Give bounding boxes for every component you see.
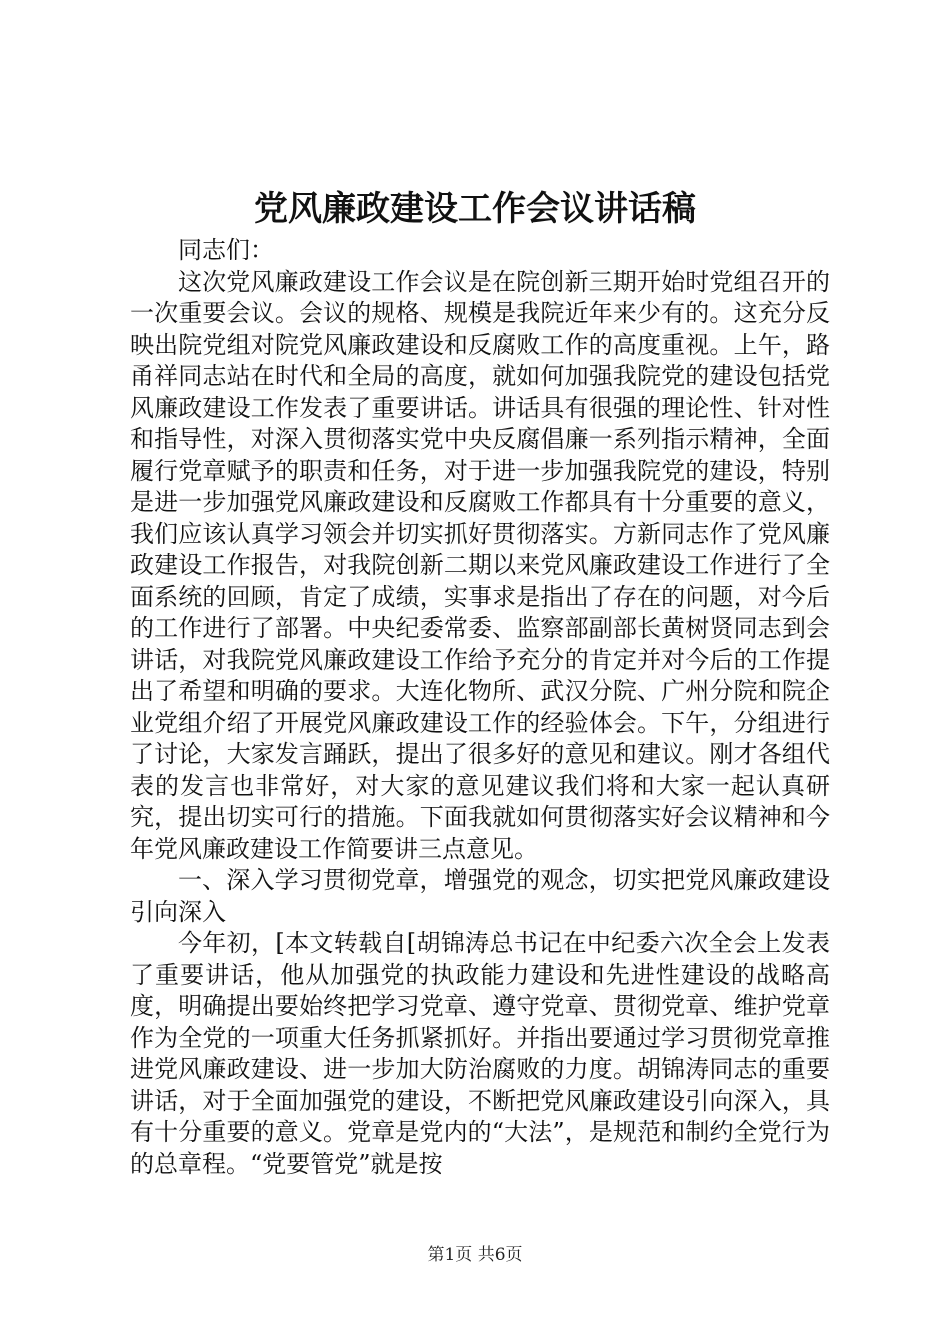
paragraph-intro: 这次党风廉政建设工作会议是在院创新三期开始时党组召开的一次重要会议。会议的规格、规模是我院近年来少有的。这充分反映出院党组对院党风廉政建设和反腐败工作的高度重视。上午，路甬祥同志站在时代和全局的高度，就如何加强我院党的建设包括党风廉政建设工作发表了重要讲话。讲话具有很强的理论性、针对性和指导性，对深入贯彻落实党中央反腐倡廉一系列指示精神，全面履行党章赋予的职责和任务，对于进一步加强我院党的建设，特别是进一步加强党风廉政建设和反腐败工作都具有十分重要的意义，我们应该认真学习领会并切实抓好贯彻落实。方新同志作了党风廉政建设工作报告，对我院创新二期以来党风廉政建设工作进行了全面系统的回顾，肯定了成绩，实事求是指出了存在的问题，对今后的工作进行了部署。中央纪委常委、监察部副部长黄树贤同志到会讲话，对我院党风廉政建设工作给予充分的肯定并对今后的工作提出了希望和明确的要求。大连化物所、武汉分院、广州分院和院企业党组介绍了开展党风廉政建设工作的经验体会。下午，分组进行了讨论，大家发言踊跃，提出了很多好的意见和建议。刚才各组代表的发言也非常好，对大家的意见建议我们将和大家一起认真研究，提出切实可行的措施。下面我就如何贯彻落实好会议精神和今年党风廉政建设工作简要讲三点意见。 [130,267,830,863]
section-heading-1: 一、深入学习贯彻党章，增强党的观念，切实把党风廉政建设引向深入 [130,866,830,926]
salutation: 同志们： [178,236,274,264]
paragraph-section-1: 今年初，[本文转载自[胡锦涛总书记在中纪委六次全会上发表了重要讲话，他从加强党的执政能力建设和先进性建设的战略高度，明确提出要始终把学习党章、遵守党章、贯彻党章、维护党章作为全党的一项重大任务抓紧抓好。并指出要通过学习贯彻党章推进党风廉政建设、进一步加大防治腐败的力度。胡锦涛同志的重要讲话，对于全面加强党的建设，不断把党风廉政建设引向深入，具有十分重要的意义。党章是党内的“大法”，是规范和制约全党行为的总章程。“党要管党”就是按 [130,929,830,1178]
page-number: 第1页 共6页 [427,1245,523,1265]
document-title: 党风廉政建设工作会议讲话稿 [254,189,696,229]
document-body [130,235,830,1180]
